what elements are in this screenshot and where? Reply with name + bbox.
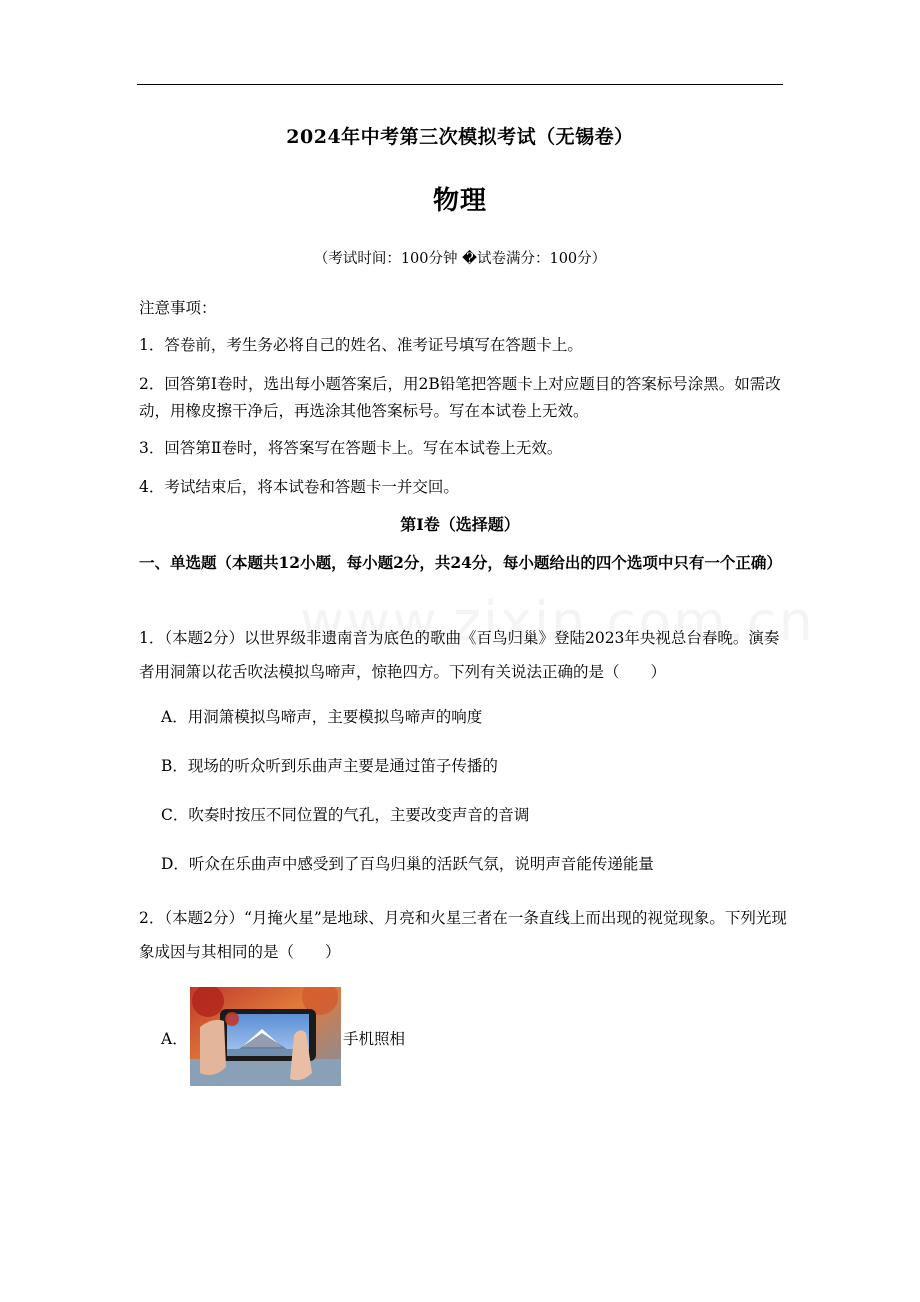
exam-title: 2024年中考第三次模拟考试（无锡卷） — [286, 126, 634, 148]
question-1-stem: 1．（本题2分）以世界级非遗南音为底色的歌曲《百鸟归巢》登陆2023年央视总台春晚。演奏者用洞箫以花舌吹法模拟鸟啼声，惊艳四方。下列有关说法正确的是（ ） — [139, 629, 780, 681]
question-2-option-a-letter: A． — [161, 1030, 188, 1048]
note-item-1: 1．答卷前，考生务必将自己的姓名、准考证号填写在答题卡上。 — [139, 336, 583, 354]
subject-title: 物理 — [432, 186, 487, 216]
exam-info: （考试时间：100分钟 �试卷满分：100分） — [313, 251, 607, 267]
note-item-4: 4．考试结束后，将本试卷和答题卡一并交回。 — [139, 478, 459, 496]
question-2-stem: 2．（本题2分）“月掩火星”是地球、月亮和火星三者在一条直线上而出现的视觉现象。下列光现象成因与其相同的是（ ） — [139, 909, 787, 961]
question-1-option-a: A．用洞箫模拟鸟啼声，主要模拟鸟啼声的响度 — [161, 708, 483, 726]
note-item-2: 2．回答第Ⅰ卷时，选出每小题答案后，用2B铅笔把答题卡上对应题目的答案标号涂黑。如需改动，用橡皮擦干净后，再选涂其他答案标号。写在本试卷上无效。 — [139, 375, 781, 420]
question-1-option-c: C．吹奏时按压不同位置的气孔，主要改变声音的音调 — [161, 806, 530, 824]
question-2-option-a-caption: 手机照相 — [343, 1030, 406, 1048]
question-1-option-d: D．听众在乐曲声中感受到了百鸟归巢的活跃气氛，说明声音能传递能量 — [161, 855, 654, 873]
header-rule — [137, 84, 783, 85]
phone-photo-illustration — [190, 987, 341, 1086]
note-item-3: 3．回答第Ⅱ卷时，将答案写在答题卡上。写在本试卷上无效。 — [139, 439, 563, 457]
notes-heading: 注意事项： — [139, 299, 217, 317]
phone-photo-image — [190, 987, 341, 1086]
part-heading: 一、单选题（本题共12小题，每小题2分，共24分，每小题给出的四个选项中只有一个正确） — [139, 553, 782, 572]
section-title: 第Ⅰ卷（选择题） — [400, 515, 520, 534]
question-1-option-b: B．现场的听众听到乐曲声主要是通过笛子传播的 — [161, 757, 498, 775]
